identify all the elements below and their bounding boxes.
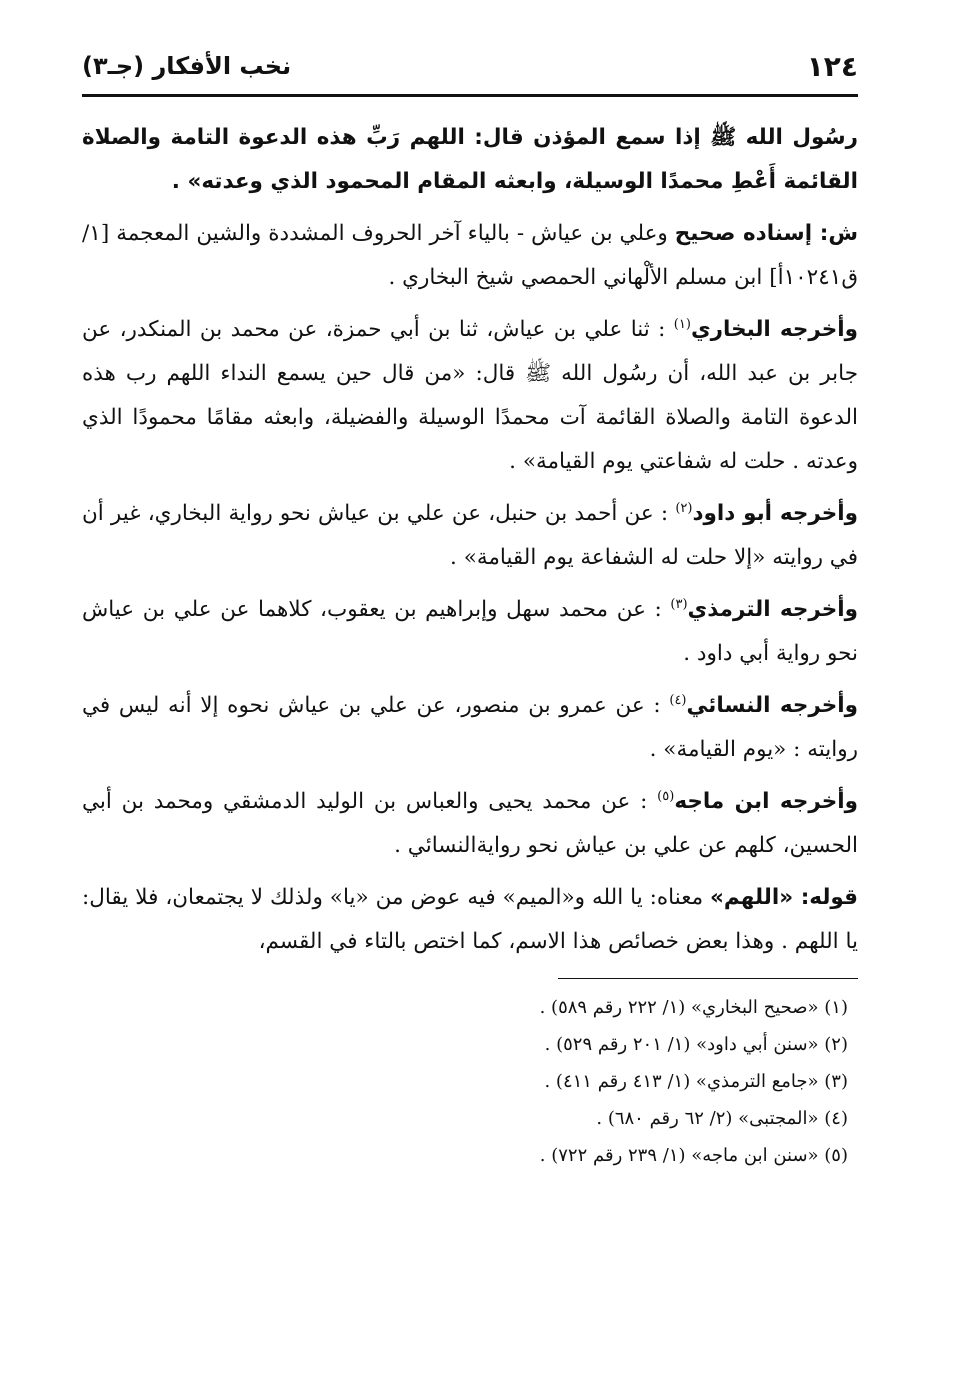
footnote-item: (٥) «سنن ابن ماجه» (١/ ٢٣٩ رقم ٧٢٢) .: [539, 1145, 848, 1166]
footnote-separator: [558, 978, 858, 979]
paragraph-lead: وأخرجه ابن ماجه: [674, 789, 858, 814]
paragraph-text: معناه: يا الله و«الميم» فيه عوض من «يا» ولذلك لا يجتمعان، فلا يقال: يا اللهم . وهذا بعض خصائص هذا الاسم، كما اختص بالتاء في القسم،: [82, 885, 858, 954]
footnote-ref: (٢): [675, 500, 693, 516]
paragraph-text: رسُول الله ﷺ إذا سمع المؤذن قال: اللهم رَبِّ هذه الدعوة التامة والصلاة القائمة أَعْطِ محمدًا الوسيلة، وابعثه المقام المحمود الذي وعدته» .: [82, 125, 858, 194]
footnote-item: (٣) «جامع الترمذي» (١/ ٤١٣ رقم ٤١١) .: [544, 1071, 848, 1092]
paragraph-hadith-continuation: [82, 116, 858, 204]
paragraph-bukhari: [82, 308, 858, 484]
paragraph-text: : عن أحمد بن حنبل، عن علي بن عياش نحو رواية البخاري، غير أن في روايته «إلا حلت له الشفاعة يوم القيامة» .: [82, 501, 858, 570]
main-text: [82, 116, 858, 964]
book-page: [82, 40, 858, 1360]
paragraph-ibn-majah: [82, 780, 858, 868]
footnote-item: (٤) «المجتبى» (٢/ ٦٢ رقم ٦٨٠) .: [596, 1108, 848, 1129]
footnote-ref: (٤): [669, 692, 687, 708]
page-header: [82, 40, 858, 96]
paragraph-isnad-commentary: [82, 212, 858, 300]
header-rule: [82, 94, 858, 97]
footnote-item: (١) «صحيح البخاري» (١/ ٢٢٢ رقم ٥٨٩) .: [539, 997, 848, 1018]
paragraph-text: : عن محمد سهل وإبراهيم بن يعقوب، كلاهما عن علي بن عياش نحو رواية أبي داود .: [82, 597, 858, 666]
paragraph-lead: قوله: «اللهم»: [710, 885, 858, 910]
paragraph-text: : عن محمد يحيى والعباس بن الوليد الدمشقي ومحمد بن أبي الحسين، كلهم عن علي بن عياش نحو روايةالنسائي .: [82, 789, 858, 858]
paragraph-nasai: [82, 684, 858, 772]
paragraph-tirmidhi: [82, 588, 858, 676]
paragraph-lead: وأخرجه النسائي: [686, 693, 858, 718]
paragraph-lead: وأخرجه البخاري: [690, 317, 858, 342]
paragraph-abu-dawud: [82, 492, 858, 580]
paragraph-text: وعلي بن عياش - بالياء آخر الحروف المشددة والشين المعجمة [١/ق١٠٢٤١أ] ابن مسلم الألْهاني الحمصي شيخ البخاري .: [82, 221, 858, 290]
footnote-ref: (٥): [657, 788, 675, 804]
paragraph-allahumma: [82, 876, 858, 964]
running-title: نخب الأفكار (جـ٣): [82, 52, 292, 80]
paragraph-text: : ثنا علي بن عياش، ثنا بن أبي حمزة، عن محمد بن المنكدر، عن جابر بن عبد الله، أن رسُول الله ﷺ قال: «من قال حين يسمع النداء اللهم رب هذه الدعوة التامة والصلاة القائمة آت محمدًا الوسيلة والفضيلة، وابعثه مقامًا محمودًا الذي وعدته . حلت له شفاعتي يوم القيامة» .: [82, 317, 858, 474]
paragraph-lead: ش: إسناده صحيح: [674, 221, 858, 246]
footnote-item: (٢) «سنن أبي داود» (١/ ٢٠١ رقم ٥٢٩) .: [544, 1034, 848, 1055]
paragraph-lead: وأخرجه أبو داود: [692, 501, 858, 526]
paragraph-lead: وأخرجه الترمذي: [687, 597, 858, 622]
footnote-ref: (٣): [670, 596, 688, 612]
paragraph-text: : عن عمرو بن منصور، عن علي بن عياش نحوه إلا أنه ليس في روايته : «يوم القيامة» .: [82, 693, 858, 762]
page-number: ١٢٤: [806, 50, 858, 83]
footnotes: [82, 989, 858, 1174]
footnote-ref: (١): [673, 316, 691, 332]
